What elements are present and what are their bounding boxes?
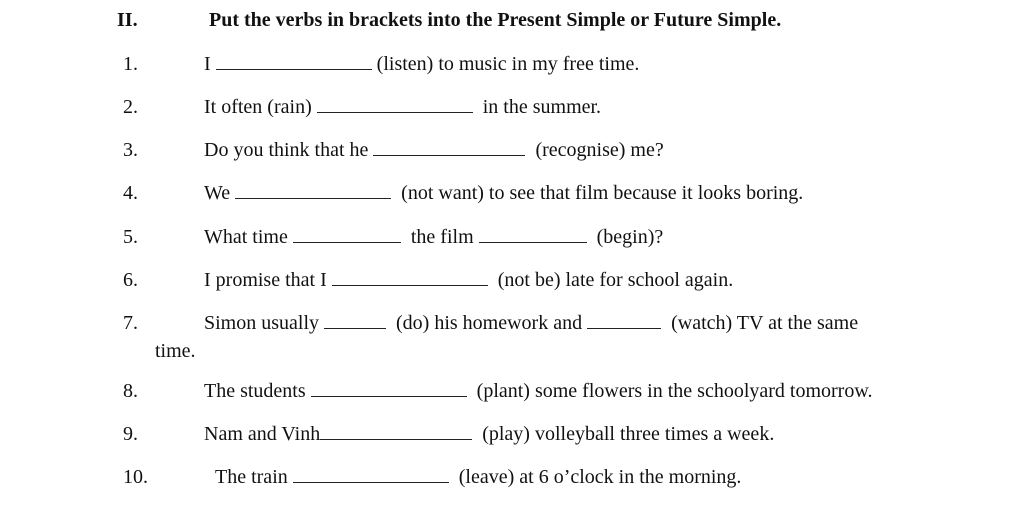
item-number: 2.: [123, 96, 138, 118]
answer-blank[interactable]: [479, 226, 587, 243]
item-number: 8.: [123, 380, 138, 402]
answer-blank[interactable]: [235, 182, 391, 199]
item-text-part: (do) his homework and: [396, 312, 588, 334]
answer-blank[interactable]: [320, 423, 472, 440]
item-number: 6.: [123, 269, 138, 291]
item-text: [204, 95, 601, 119]
item-text: [204, 181, 803, 205]
item-number: 1.: [123, 53, 138, 75]
item-text-part: The students: [204, 380, 311, 402]
answer-blank[interactable]: [587, 312, 661, 329]
item-number: 4.: [123, 182, 138, 204]
item-text-part: I: [204, 53, 216, 75]
item-text-part: (play) volleyball three times a week.: [482, 423, 775, 445]
item-text-part: (watch) TV at the same: [671, 312, 859, 334]
item-text: [204, 379, 873, 403]
item-text: [215, 465, 741, 489]
item-text-part: I promise that I: [204, 269, 332, 291]
item-text: [204, 311, 858, 335]
item-text-part: We: [204, 182, 236, 204]
item-text-part: (leave) at 6 o’clock in the morning.: [458, 466, 742, 488]
answer-blank[interactable]: [324, 312, 386, 329]
item-text-part: Nam and Vinh: [204, 423, 321, 445]
item-text-part: in the summer.: [482, 96, 602, 118]
item-text: [204, 52, 639, 76]
item-text-part: (begin)?: [596, 226, 664, 248]
item-text-part: What time: [204, 226, 293, 248]
item-text-part: (not be) late for school again.: [497, 269, 734, 291]
answer-blank[interactable]: [293, 226, 401, 243]
item-text-part: It often (rain): [204, 96, 317, 118]
item-text-part: (listen) to music in my free time.: [376, 53, 640, 75]
item-text-continuation: time.: [155, 340, 196, 362]
item-text-part: (plant) some flowers in the schoolyard tomorrow.: [476, 380, 873, 402]
item-text-part: The train: [215, 466, 293, 488]
item-text-part: (not want) to see that film because it looks boring.: [401, 182, 804, 204]
item-text: [204, 268, 733, 292]
item-text-part: Simon usually: [204, 312, 325, 334]
item-text: [204, 422, 774, 446]
item-text-part: the film: [410, 226, 479, 248]
item-number: 9.: [123, 423, 138, 445]
item-number: 5.: [123, 226, 138, 248]
answer-blank[interactable]: [332, 269, 488, 286]
item-number: 10.: [123, 466, 148, 488]
item-text: [204, 138, 664, 162]
section-instruction: Put the verbs in brackets into the Present Simple or Future Simple.: [209, 9, 782, 31]
answer-blank[interactable]: [311, 380, 467, 397]
item-number: 7.: [123, 312, 138, 334]
section-number: II.: [117, 9, 138, 31]
answer-blank[interactable]: [293, 466, 449, 483]
answer-blank[interactable]: [373, 139, 525, 156]
item-number: 3.: [123, 139, 138, 161]
answer-blank[interactable]: [216, 53, 372, 70]
item-text: [204, 225, 663, 249]
answer-blank[interactable]: [317, 96, 473, 113]
item-text-part: (recognise) me?: [535, 139, 664, 161]
item-text-part: Do you think that he: [204, 139, 374, 161]
